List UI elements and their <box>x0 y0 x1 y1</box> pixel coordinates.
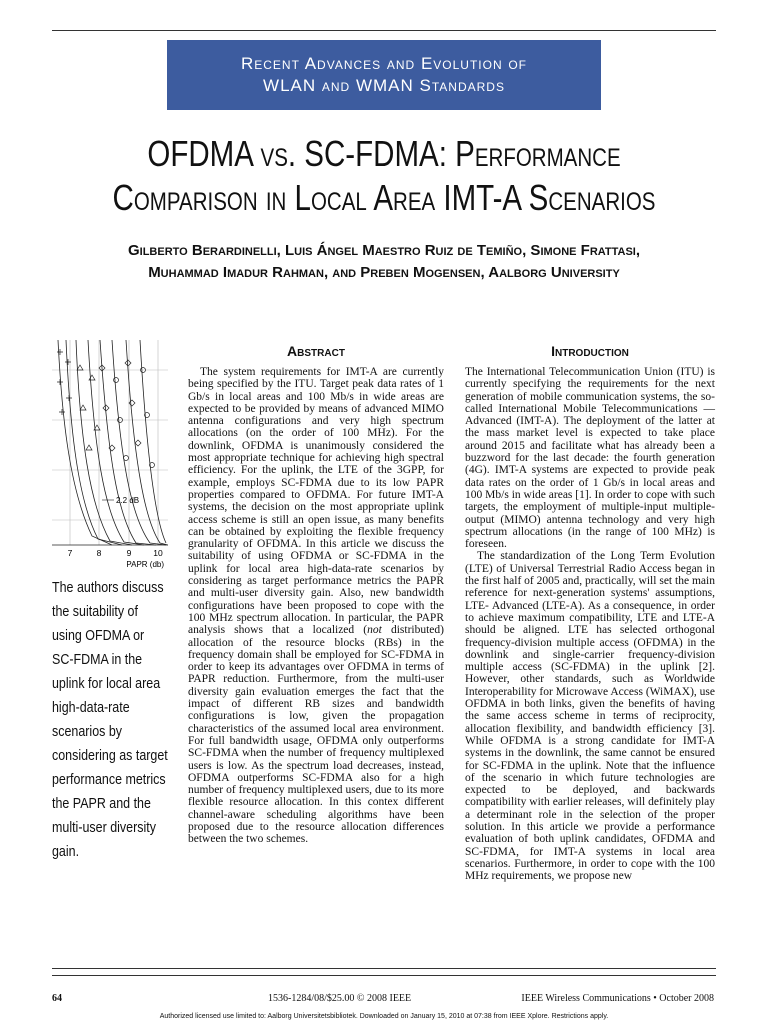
page-number: 64 <box>52 993 62 1004</box>
introduction-heading: Introduction <box>551 343 629 359</box>
author-list <box>40 240 728 284</box>
abstract-heading: Abstract <box>287 343 345 359</box>
x-axis-label: PAPR (db) <box>126 560 164 569</box>
bottom-rule <box>52 968 716 969</box>
abstract-text-b: distributed) allocation of the resource blocks (RBs) in the frequency domain shall be employed for SC-FDMA in order to keep its advantages over OFDMA in terms of PAPR reduction. Furthermore, from the multi-user diversity gain evaluation emerges the fact that the impact of different RB sizes and bandwidth configurations is low, given the propagation characteristics of the assumed local area environment. For full bandwidth usage, OFDMA only outperforms SC-FDMA when the number of frequency multiplexed users is low. As the spectrum load decreases, instead, OFDMA outperforms SC-FDMA also for a high number of frequency multiplexed users, due to its more flexible resource allocation. In this contex different channel-aware scheduling algorithms have been proposed due to the resource allocation differences between the two schemes. <box>188 624 444 846</box>
issn-line: 1536-1284/08/$25.00 © 2008 IEEE <box>268 993 412 1004</box>
banner-line-1: Recent Advances and Evolution of <box>240 54 528 73</box>
x-tick-label: 8 <box>96 548 102 558</box>
ccdf-curves <box>58 340 168 545</box>
abstract-paragraph <box>188 366 444 846</box>
bottom-rule <box>52 975 716 976</box>
figure-grid <box>52 340 168 545</box>
banner-line-2: WLAN and WMAN Standards <box>263 76 505 95</box>
papr-figure-crop <box>52 340 168 570</box>
x-tick-label: 10 <box>153 548 163 558</box>
article-title <box>102 132 666 220</box>
title-line-2: Comparison in Local Area IMT-A Scenarios <box>112 177 656 218</box>
authors-line-1: Gilberto Berardinelli, Luis Ángel Maestro Ruiz de Temiño, Simone Frattasi, <box>127 242 641 259</box>
license-notice: Authorized licensed use limited to: Aalborg Universitetsbibliotek. Downloaded on January 15, 2010 at 07:38 from IEEE Xplore. Restrictions apply. <box>159 1013 609 1020</box>
abstract-emphasis: not <box>367 624 382 637</box>
abstract-text-a: The system requirements for IMT-A are currently being specified by the ITU. Target peak data rates of 1 Gb/s in local areas and 100 Mb/s in wide areas are expected to be provided by means of advanced MIMO antenna configurations and very high spectrum allocations (on the order of 100 MHz). For the downlink, OFDMA is unanimously considered the most appropriate technique for achieving high spectral efficiency. For the uplink, the LTE of the 3GPP, for example, employs SC-FDMA due to its low PAPR properties compared to OFDMA. For future IMT-A systems, the decision on the most appropriate uplink access scheme is still an open issue, as many benefits can be obtained by exploiting the flexible frequency granularity of OFDMA. In this article we discuss the suitability of using OFDMA or SC-FDMA in the uplink for local area high-data-rate scenarios by considering as target performance metrics the PAPR and multi-user diversity gain. Also, new bandwidth configurations have been proposed to cope with the 100 MHz spectrum allocation. In particular, the PAPR analysis shows that a localized ( <box>188 366 444 637</box>
abstract-column <box>188 342 444 846</box>
title-line-1: OFDMA vs. SC-FDMA: Performance <box>147 133 621 174</box>
introduction-paragraph-2: The standardization of the Long Term Evolution (LTE) of Universal Terrestrial Radio Access began in the first half of 2005 and, practically, will set the main reference for next-generation systems' assumptions, LTE- Advanced (LTE-A). As a consequence, in order to achieve maximum compatibility, LTE and LTE-A should be aligned. LTE has selected orthogonal frequency-division multiple access (OFDMA) in the downlink and single-carrier frequency-division multiple access (SC-FDMA) in the uplink [2]. However, other standards, such as Worldwide Interoperability for Microwave Access (WiMAX), use OFDMA in both links, given the benefits of having the same access scheme in terms of reciprocity, allocation flexibility, and bandwidth efficiency [3]. While OFDMA is a strong candidate for IMT-A systems in the downlink, the same cannot be ensured for SC-FDMA in the uplink. Note that the influence of the scenario in which future technologies are expected to be deployed, and backwards compatibility with earlier releases, will definitely play a determinant role in the selection of the proper solution. In this article we provide a performance evaluation of both uplink candidates, OFDMA and SC-FDMA, for IMT-A systems in local area scenarios. Furthermore, in order to cope with the 100 MHz requirements, we propose new <box>465 550 715 883</box>
x-tick-label: 9 <box>126 548 132 558</box>
journal-line: IEEE Wireless Communications • October 2008 <box>521 993 714 1004</box>
figure-annotation: 2.2 dB <box>116 496 140 505</box>
pull-quote: The authors discuss the suitability of using OFDMA or SC-FDMA in the uplink for local area high-data-rate scenarios by considering as target performance metrics the PAPR and the multi-user diversity gain. <box>52 580 168 860</box>
introduction-column <box>465 342 715 882</box>
authors-line-2: Muhammad Imadur Rahman, and Preben Mogensen, Aalborg University <box>148 264 620 281</box>
introduction-paragraph-1: The International Telecommunication Union (ITU) is currently specifying the requirements for the next generation of mobile communication systems, the so-called International Mobile Telecommunications — Advanced (IMT-A). The deployment of the latter at the mass market level is expected to take place around 2015 and facilitate what has already been a buzzword for the last decade: the fourth generation (4G). IMT-A systems are expected to provide peak data rates on the order of 1 Gb/s in local areas and 100 Mb/s in wide areas [1]. In order to cope with such targets, the employment of multiple-input multiple-output (MIMO) antenna technology and very high spectrum allocations (in the range of 100 MHz) is foreseen. <box>465 366 715 551</box>
x-tick-labels <box>68 548 163 558</box>
top-rule <box>52 30 716 31</box>
section-banner <box>167 40 601 110</box>
x-tick-label: 7 <box>67 548 73 558</box>
